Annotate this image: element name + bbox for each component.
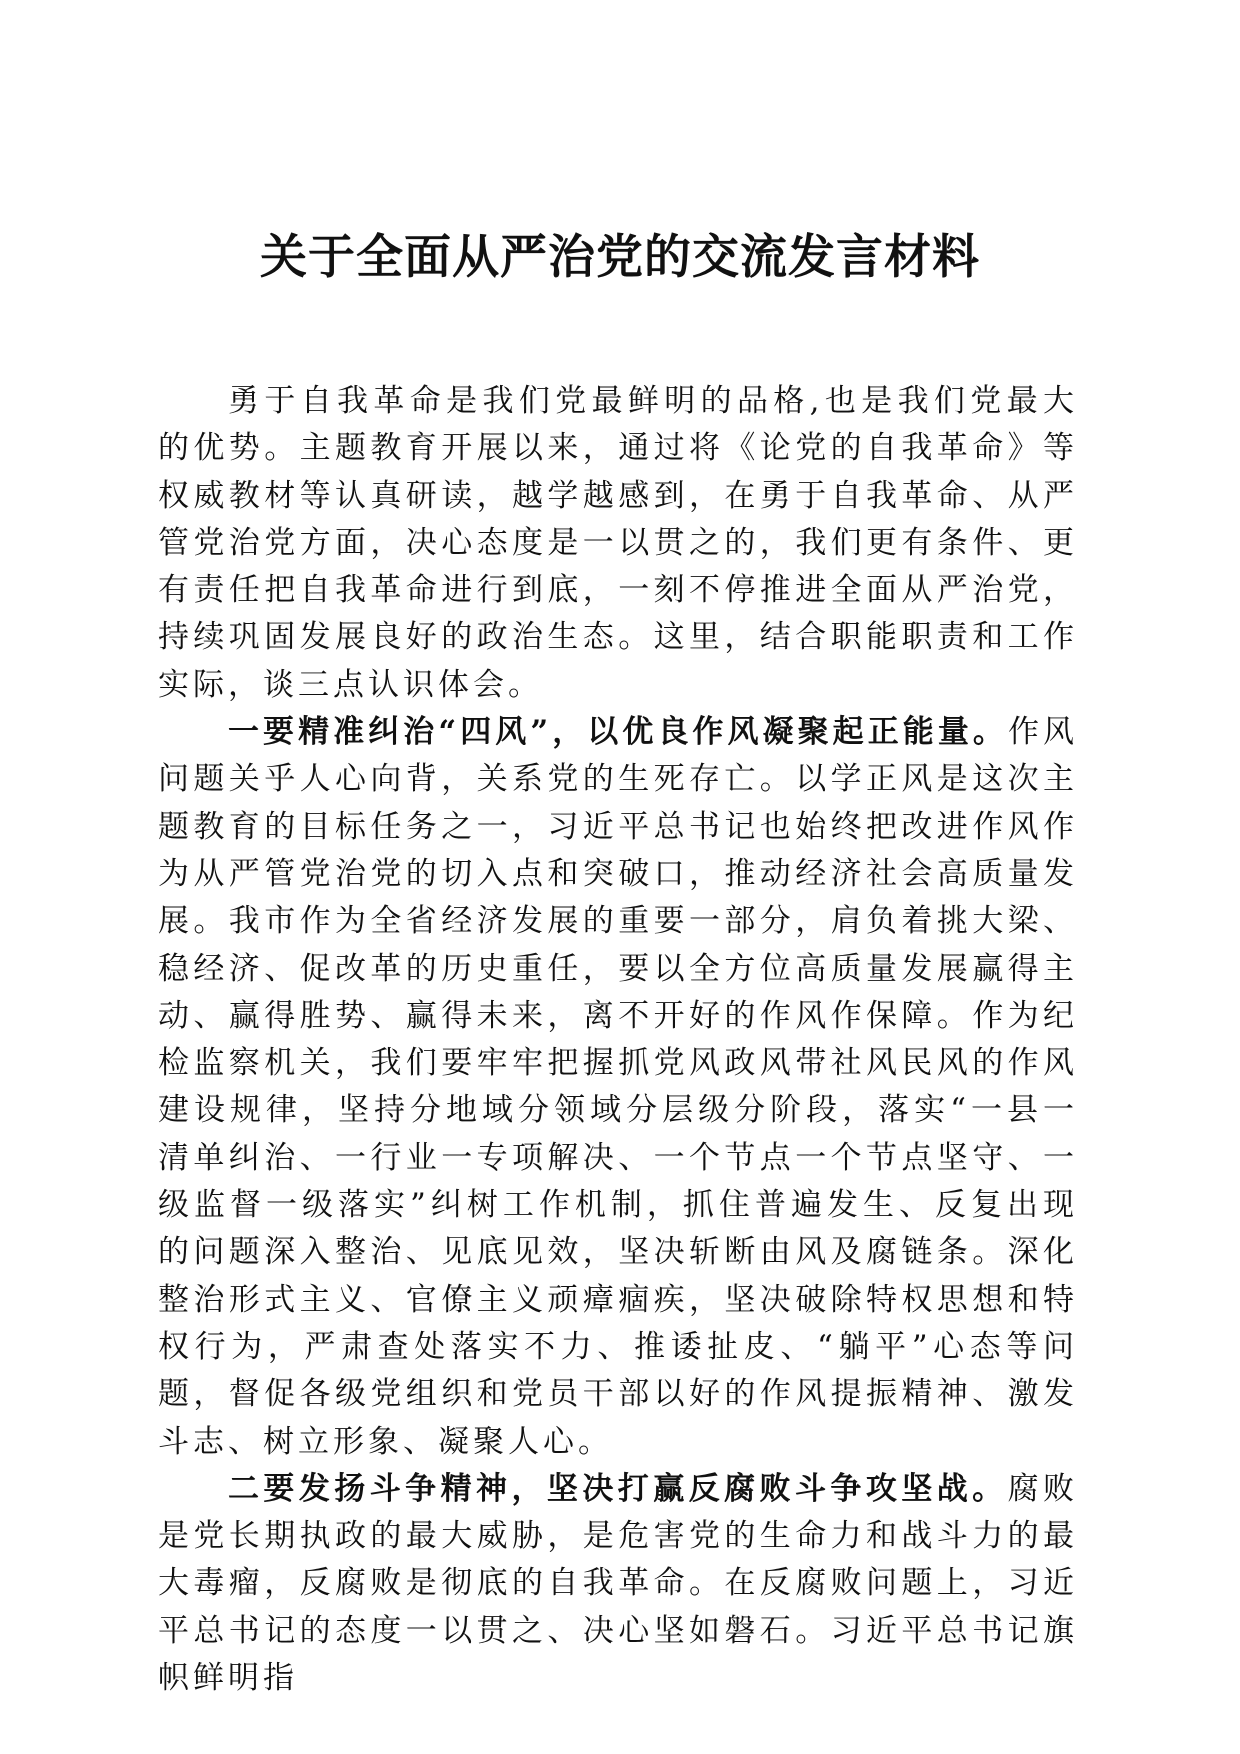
paragraph-text: 作风问题关乎人心向背，关系党的生死存亡。以学正风是这次主题教育的目标任务之一，习近平总书记也始终把改进作风作为从严管党治党的切入点和突破口，推动经济社会高质量发展。我市作为全省经济发展的重要一部分，肩负着挑大梁、稳经济、促改革的历史重任，要以全方位高质量发展赢得主动、赢得胜势、赢得未来，离不开好的作风作保障。作为纪检监察机关，我们要牢牢把握抓党风政风带社风民风的作风建设规律，坚持分地域分领域分层级分阶段，落实“一县一清单纠治、一行业一专项解决、一个节点一个节点坚守、一级监督一级落实”纠树工作机制，抓住普遍发生、反复出现的问题深入整治、见底见效，坚决斩断由风及腐链条。深化整治形式主义、官僚主义顽瘴痼疾，坚决破除特权思想和特权行为，严肃查处落实不力、推诿扯皮、“躺平”心态等问题，督促各级党组织和党员干部以好的作风提振精神、激发斗志、树立形象、凝聚人心。: [158, 714, 1078, 1460]
paragraph-intro: [158, 378, 1078, 709]
paragraph-lead: 一要精准纠治“四风”，以优良作风凝聚起正能量。: [228, 714, 1008, 751]
paragraph-text: 勇于自我革命是我们党最鲜明的品格,也是我们党最大的优势。主题教育开展以来，通过将《论党的自我革命》等权威教材等认真研读，越学越感到，在勇于自我革命、从严管党治党方面，决心态度是一以贯之的，我们更有条件、更有责任把自我革命进行到底，一刻不停推进全面从严治党，持续巩固发展良好的政治生态。这里，结合职能职责和工作实际，谈三点认识体会。: [158, 383, 1078, 703]
paragraph-point-two: [158, 1466, 1078, 1702]
paragraph-point-one: [158, 709, 1078, 1466]
document-title: 关于全面从严治党的交流发言材料: [260, 230, 980, 285]
paragraph-lead: 二要发扬斗争精神，坚决打赢反腐败斗争攻坚战。: [228, 1470, 1008, 1507]
paragraph-text: 腐败是党长期执政的最大威胁，是危害党的生命力和战斗力的最大毒瘤，反腐败是彻底的自我革命。在反腐败问题上，习近平总书记的态度一以贯之、决心坚如磐石。习近平总书记旗帜鲜明指: [158, 1470, 1079, 1697]
document-body: [158, 378, 1078, 1702]
